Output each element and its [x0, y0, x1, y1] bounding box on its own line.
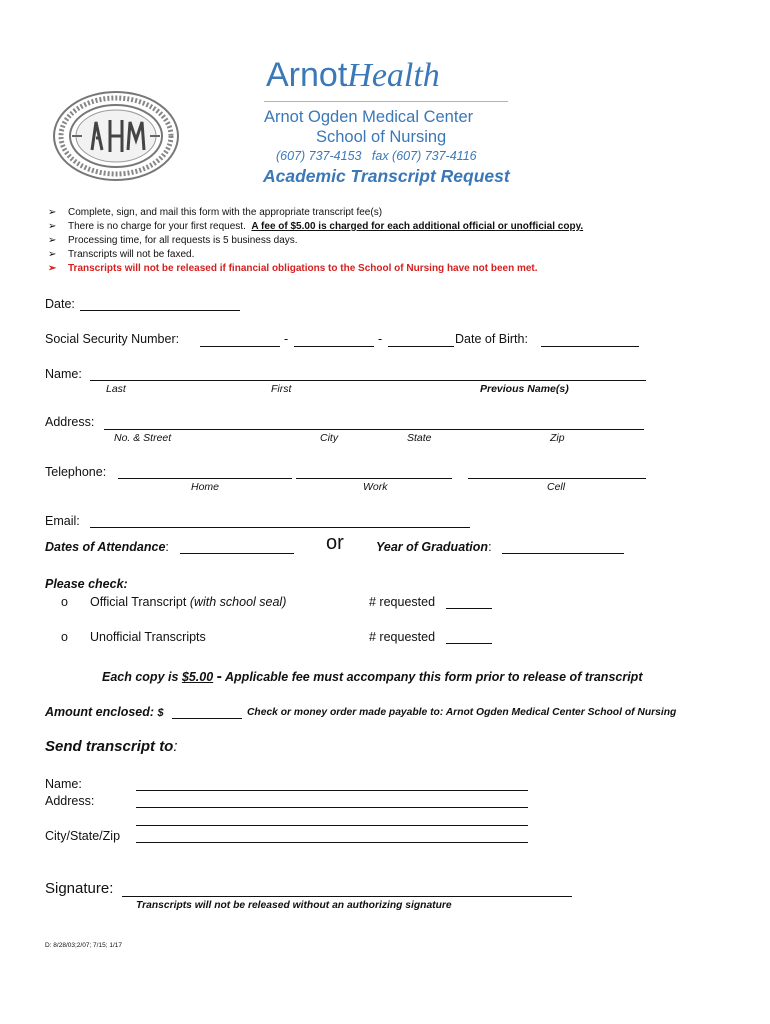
instruction-item-4: ➢ Transcripts will not be faxed. — [48, 249, 195, 260]
instruction-item-2: ➢ There is no charge for your first request. A fee of $5.00 is charged for each additional official or unofficial copy. — [48, 221, 584, 232]
bullet-arrow-icon: ➢ — [48, 249, 57, 260]
addr-street-caption: No. & Street — [114, 432, 172, 444]
brand-logo-part1: Arnot — [266, 56, 348, 94]
ssn-dash-2: - — [378, 332, 383, 346]
bullet-arrow-icon: ➢ — [48, 207, 57, 218]
graduation-label: Year of Graduation: — [376, 540, 492, 554]
ssn-dash-1: - — [284, 332, 289, 346]
send-city-label: City/State/Zip — [45, 829, 121, 843]
signature-note: Transcripts will not be released without an authorizing signature — [136, 900, 452, 911]
send-address-field-1[interactable] — [136, 807, 528, 808]
school-name: School of Nursing — [316, 128, 447, 146]
form-title: Academic Transcript Request — [263, 166, 510, 186]
bullet-arrow-icon: ➢ — [48, 263, 57, 274]
tel-work-caption: Work — [363, 481, 388, 493]
instruction-item-3: ➢ Processing time, for all requests is 5 business days. — [48, 235, 298, 246]
payable-note: Check or money order made payable to: Arnot Ogden Medical Center School of Nursing — [247, 707, 677, 718]
instruction-item-1: ➢ Complete, sign, and mail this form with the appropriate transcript fee(s) — [48, 207, 383, 218]
unofficial-requested-label: # requested — [369, 630, 436, 644]
addr-state-caption: State — [407, 432, 432, 444]
official-requested-label: # requested — [369, 595, 436, 609]
dob-field[interactable] — [541, 346, 639, 347]
unofficial-requested-field[interactable] — [446, 643, 492, 644]
fee-amount: $5.00 — [181, 670, 214, 684]
brand-logo — [266, 56, 440, 95]
fee-statement: Each copy is $5.00 - Applicable fee must accompany this form prior to release of transcript — [102, 668, 643, 685]
address-field[interactable] — [104, 429, 644, 430]
please-check-label: Please check: — [45, 577, 128, 591]
bullet-arrow-icon: ➢ — [48, 235, 57, 246]
school-seal — [52, 90, 180, 182]
send-city-field[interactable] — [136, 842, 528, 843]
official-requested-field[interactable] — [446, 608, 492, 609]
date-field[interactable] — [80, 310, 240, 311]
addr-city-caption: City — [320, 432, 339, 444]
phone-fax: (607) 737-4153 fax (607) 737-4116 — [276, 149, 477, 163]
signature-label: Signature: — [45, 880, 114, 897]
header-divider — [264, 101, 508, 102]
official-transcript-label: Official Transcript (with school seal) — [90, 595, 287, 609]
date-label: Date: — [45, 297, 75, 311]
send-name-label: Name: — [45, 777, 82, 791]
name-last-caption: Last — [106, 383, 126, 395]
tel-cell-caption: Cell — [547, 481, 566, 493]
signature-field[interactable] — [122, 896, 572, 897]
bullet-arrow-icon: ➢ — [48, 221, 57, 232]
ssn-field-1[interactable] — [200, 346, 280, 347]
send-address-field-2[interactable] — [136, 825, 528, 826]
amount-label: Amount enclosed: $ — [45, 705, 164, 719]
addr-zip-caption: Zip — [550, 432, 565, 444]
address-label: Address: — [45, 415, 95, 429]
fee-notice: A fee of $5.00 is charged for each additional official or unofficial copy. — [251, 221, 584, 232]
dob-label: Date of Birth: — [455, 332, 528, 346]
name-first-caption: First — [271, 383, 292, 395]
tel-cell-field[interactable] — [468, 478, 646, 479]
unofficial-checkbox[interactable]: o — [61, 630, 68, 644]
send-address-label: Address: — [45, 794, 95, 808]
ssn-field-2[interactable] — [294, 346, 374, 347]
graduation-field[interactable] — [502, 553, 624, 554]
send-name-field[interactable] — [136, 790, 528, 791]
instruction-warning: ➢ Transcripts will not be released if financial obligations to the School of Nursing have not been met. — [48, 263, 538, 274]
amount-field[interactable] — [172, 718, 242, 719]
name-label: Name: — [45, 367, 82, 381]
telephone-label: Telephone: — [45, 465, 107, 479]
center-name: Arnot Ogden Medical Center — [264, 108, 474, 126]
tel-work-field[interactable] — [296, 478, 452, 479]
official-checkbox[interactable]: o — [61, 595, 68, 609]
revision-code: D: 8/28/03;2/07; 7/15; 1/17 — [45, 942, 122, 949]
attendance-label: Dates of Attendance: — [45, 540, 169, 554]
email-field[interactable] — [90, 527, 470, 528]
tel-home-field[interactable] — [118, 478, 292, 479]
ssn-label: Social Security Number: — [45, 332, 180, 346]
email-label: Email: — [45, 514, 80, 528]
name-field[interactable] — [90, 380, 646, 381]
tel-home-caption: Home — [191, 481, 220, 493]
ssn-field-3[interactable] — [388, 346, 454, 347]
send-to-heading: Send transcript to: — [45, 738, 178, 755]
brand-logo-part2: Health — [347, 57, 440, 94]
attendance-field[interactable] — [180, 553, 294, 554]
name-previous-caption: Previous Name(s) — [480, 383, 569, 395]
unofficial-transcript-label: Unofficial Transcripts — [90, 630, 206, 644]
or-text: or — [326, 532, 344, 554]
